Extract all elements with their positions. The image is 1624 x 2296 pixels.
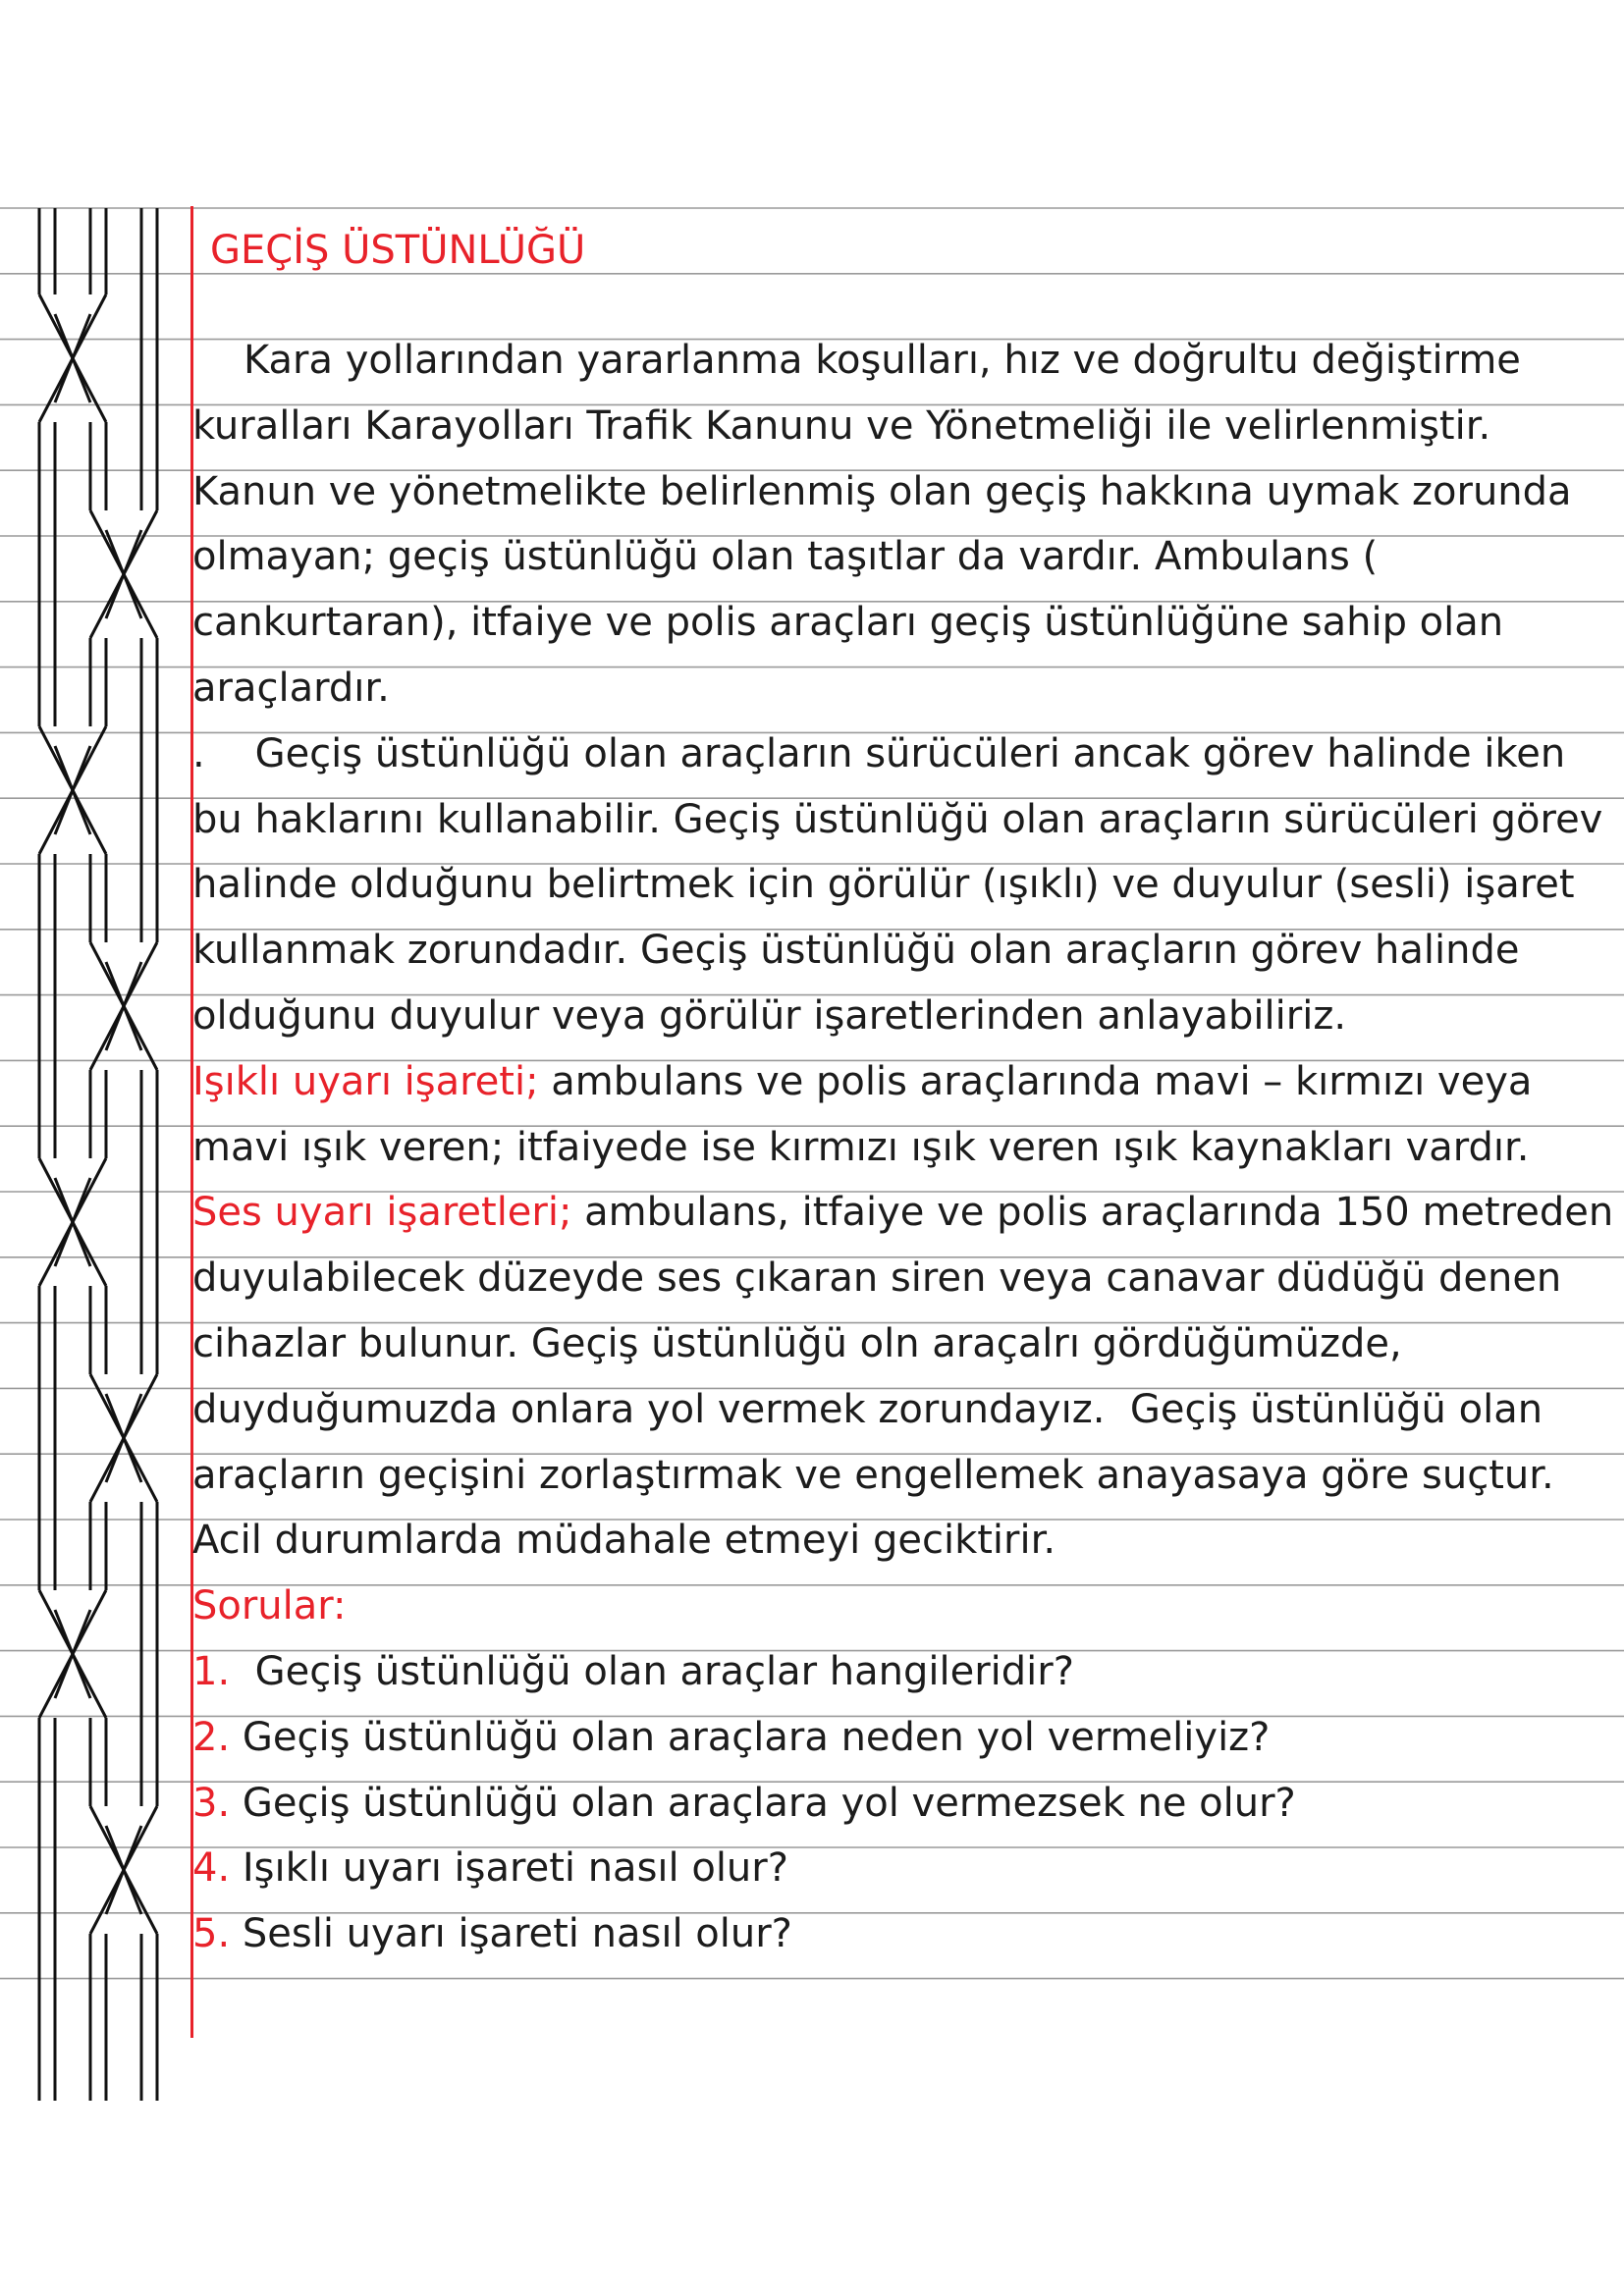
text-line xyxy=(192,1125,1530,1170)
text-line xyxy=(192,534,1378,579)
text-line xyxy=(192,1059,1532,1104)
text-line xyxy=(192,993,1346,1039)
text-line xyxy=(192,1845,788,1891)
text-segment: ambulans ve polis araçlarında mavi – kırmızı veya xyxy=(538,1058,1533,1104)
text-line xyxy=(192,403,1490,449)
text-line xyxy=(192,1649,1074,1694)
text-line xyxy=(192,1583,347,1629)
text-segment: halinde olduğunu belirtmek için görülür (ışıklı) ve duyulur (sesli) işaret xyxy=(192,862,1575,908)
red-text-segment: 2. xyxy=(192,1714,231,1760)
red-text-segment: 5. xyxy=(192,1911,231,1957)
text-line xyxy=(192,731,1565,776)
text-segment: Işıklı uyarı işareti nasıl olur? xyxy=(230,1845,788,1892)
text-segment: olmayan; geçiş üstünlüğü olan taşıtlar da vardır. Ambulans ( xyxy=(192,534,1379,580)
text-line xyxy=(192,1453,1554,1498)
text-segment: araçların geçişini zorlaştırmak ve engellemek anayasaya göre suçtur. xyxy=(192,1452,1554,1498)
text-segment: Kanun ve yönetmelikte belirlenmiş olan geçiş hakkına uymak zorunda xyxy=(192,468,1572,514)
text-segment: Acil durumlarda müdahale etmeyi geciktirir. xyxy=(192,1518,1056,1564)
text-segment: cankurtaran), itfaiye ve polis araçları geçiş üstünlüğüne sahip olan xyxy=(192,600,1504,646)
text-segment: Geçiş üstünlüğü olan araçlara yol vermezsek ne olur? xyxy=(230,1780,1296,1826)
text-line xyxy=(192,797,1602,842)
text-segment: cihazlar bulunur. Geçiş üstünlüğü oln araçalrı gördüğümüzde, xyxy=(192,1321,1402,1366)
text-segment: araçlardır. xyxy=(192,666,390,711)
text-segment: Geçiş üstünlüğü olan araçlar hangileridir? xyxy=(230,1649,1074,1694)
text-segment: olduğunu duyulur veya görülür işaretlerinden anlayabiliriz. xyxy=(192,993,1347,1039)
text-line xyxy=(192,1518,1056,1563)
red-text-segment: Ses uyarı işaretleri; xyxy=(192,1190,572,1236)
braid-border-decoration xyxy=(0,0,196,2296)
page-title: GEÇİŞ ÜSTÜNLÜĞÜ xyxy=(210,228,586,273)
text-segment: bu haklarını kullanabilir. Geçiş üstünlüğü olan araçların sürücüleri görev xyxy=(192,796,1603,842)
text-line xyxy=(192,862,1575,907)
text-line xyxy=(192,666,390,711)
text-segment: kullanmak zorundadır. Geçiş üstünlüğü olan araçların görev halinde xyxy=(192,928,1520,974)
text-segment: Geçiş üstünlüğü olan araçlara neden yol vermeliyiz? xyxy=(230,1714,1271,1760)
text-segment: kuralları Karayolları Trafik Kanunu ve Yönetmeliği ile velirlenmiştir. xyxy=(192,402,1491,449)
red-text-segment: Işıklı uyarı işareti; xyxy=(192,1058,539,1104)
text-line xyxy=(192,469,1572,514)
text-segment: duyduğumuzda onlara yol vermek zorundayız. Geçiş üstünlüğü olan xyxy=(192,1386,1543,1432)
text-line xyxy=(192,1255,1561,1301)
red-text-segment: 1. xyxy=(192,1649,231,1694)
red-text-segment: Sorular: xyxy=(192,1583,347,1629)
text-line xyxy=(192,1387,1543,1432)
red-text-segment: 4. xyxy=(192,1845,231,1892)
text-segment: ambulans, itfaiye ve polis araçlarında 150 metreden xyxy=(571,1190,1614,1236)
text-line xyxy=(192,600,1503,645)
text-segment: duyulabilecek düzeyde ses çıkaran siren veya canavar düdüğü denen xyxy=(192,1255,1562,1302)
text-segment: Kara yollarından yararlanma koşulları, hız ve doğrultu değiştirme xyxy=(244,338,1521,383)
text-line xyxy=(192,1190,1613,1235)
text-line xyxy=(192,1715,1270,1760)
text-line xyxy=(192,1781,1296,1826)
text-line xyxy=(192,1321,1402,1366)
text-line xyxy=(192,1911,792,1956)
text-segment: . Geçiş üstünlüğü olan araçların sürücüleri ancak görev halinde iken xyxy=(192,730,1566,776)
text-segment: Sesli uyarı işareti nasıl olur? xyxy=(230,1911,792,1957)
text-line xyxy=(192,338,1521,383)
text-line xyxy=(192,928,1519,973)
red-text-segment: 3. xyxy=(192,1780,231,1826)
text-segment: mavi ışık veren; itfaiyede ise kırmızı ışık veren ışık kaynakları vardır. xyxy=(192,1124,1530,1170)
